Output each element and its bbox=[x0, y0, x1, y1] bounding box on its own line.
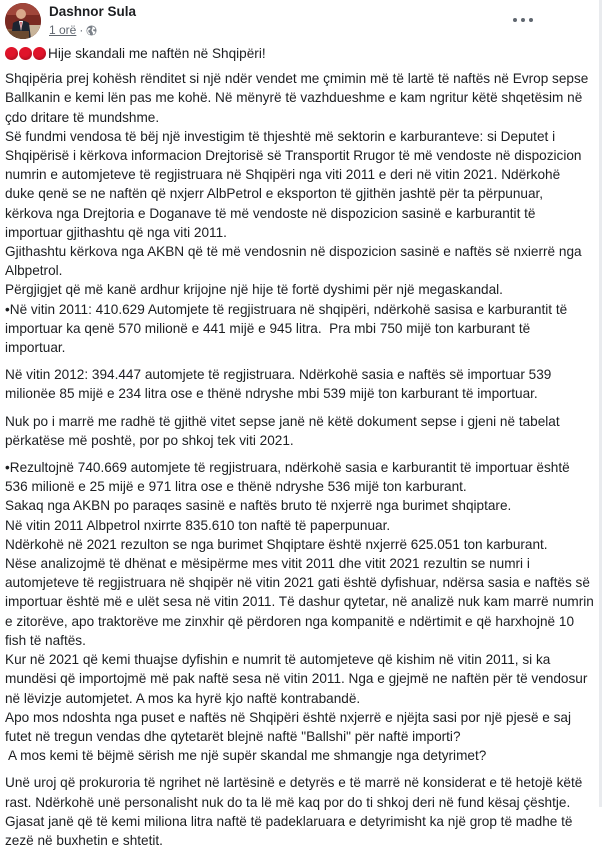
paragraph-line: Në vitin 2011 Albpetrol nxirrte 835.610 ton naftë të paperpunuar. bbox=[5, 517, 391, 533]
paragraph-line: importuar. bbox=[5, 340, 66, 356]
avatar-photo bbox=[5, 3, 41, 39]
paragraph-line: Përgjigjet që më kanë ardhur krijojne një hije të fortë dyshimi për një megaskandal. bbox=[5, 282, 503, 298]
paragraph-line: fish të naftës. bbox=[5, 632, 86, 648]
paragraph-line: Gjithashtu kërkova nga AKBN që të më vendosnin në dispozicion sasinë e naftës së nxierrë nga bbox=[5, 244, 582, 260]
post-paragraph bbox=[5, 365, 597, 403]
more-dot bbox=[513, 18, 517, 22]
post-paragraph bbox=[5, 458, 597, 765]
paragraph-line: Nëse analizojmë të dhënat e mësipërme mes vitit 2011 dhe vitit 2021 rezultin se numri i bbox=[5, 556, 530, 572]
red-circle-icons bbox=[5, 47, 47, 60]
paragraph-line: Nuk po i marrë me radhë të gjithë vitet sepse janë në këtë dokument sepse i gjeni në tabelat bbox=[5, 413, 560, 429]
paragraph-line: duke qenë se ne naftën që nxjerr AlbPetrol e eksporton të gjithën jashtë për ta përpunuar, bbox=[5, 186, 544, 202]
paragraph-line: •Rezultojnë 740.669 automjete të regjistruara, ndërkohë sasia e karburantit të importuar është bbox=[5, 460, 570, 476]
post-body bbox=[5, 44, 597, 858]
more-options-icon[interactable] bbox=[513, 15, 533, 25]
post-paragraph bbox=[5, 69, 597, 357]
paragraph-line: mundësi që importojmë më pak naftë sesa në vitin 2011. Nga e gjejmë ne naftën për të vendosur bbox=[5, 671, 588, 687]
avatar[interactable] bbox=[5, 3, 41, 39]
paragraph-line: zezë në buxhetin e shtetit. bbox=[5, 832, 163, 848]
paragraph-line: Sakaq nga AKBN po paraqes sasinë e naftës bruto të nxjerrë nga burimet shqiptare. bbox=[5, 498, 512, 514]
more-dot bbox=[529, 18, 533, 22]
author-name[interactable]: Dashnor Sula bbox=[49, 4, 137, 19]
paragraph-line: Unë uroj që prokuroria të ngrihet në lartësinë e detyrës e të marrë në konsiderat e të hetojë këtë bbox=[5, 775, 583, 791]
red-circle-icon bbox=[19, 47, 32, 60]
paragraph-line: 536 milionë e 25 mijë e 971 litra ose e thënë ndryshe 536 mijë ton karburant. bbox=[5, 479, 467, 495]
globe-icon[interactable] bbox=[86, 25, 97, 36]
paragraph-line: importuar është më e ulët sesa në vitin 2011. Të dashur qytetar, në analizë nuk kam marrë numrin bbox=[5, 594, 594, 610]
paragraph-line: Gjasat janë që të kemi miliona litra naftë të padeklaruara e detyrimisht ka një grop të madhe të bbox=[5, 813, 573, 829]
post-meta bbox=[49, 23, 97, 37]
more-dot bbox=[521, 18, 525, 22]
paragraph-line: kërkova nga Drejtoria e Doganave të më vendoste në dispozicion sasinë e karburantit të bbox=[5, 205, 536, 221]
post-timestamp[interactable]: 1 orë bbox=[49, 23, 77, 37]
post-title-line bbox=[5, 44, 597, 63]
paragraph-line: Shqipëria prej kohësh rënditet si një ndër vendet me çmimin më të lartë të naftës në Evrop sepse bbox=[5, 71, 589, 87]
red-circle-icon bbox=[33, 47, 46, 60]
post-header bbox=[5, 3, 595, 43]
paragraph-line: Albpetrol. bbox=[5, 263, 63, 279]
paragraph-line: Kur në 2021 që kemi thuajse dyfishin e numrit të automjeteve që kishim në vitin 2011, si ka bbox=[5, 652, 551, 668]
paragraph-line: çdo dritare të mundshme. bbox=[5, 109, 160, 125]
paragraph-line: në lëvizje automjetet. A mos ka hyrë kjo naftë kontrabandë. bbox=[5, 690, 361, 706]
paragraph-line: •Në vitin 2011: 410.629 Automjete të regjistruara në shqipëri, ndërkohë sasisa e karburantit të bbox=[5, 301, 568, 317]
post-paragraphs bbox=[5, 69, 597, 850]
post-paragraph bbox=[5, 773, 597, 850]
paragraph-line: A mos kemi të bëjmë sërish me një supër skandal me shmangje nga detyrimet? bbox=[5, 748, 487, 764]
paragraph-line: Apo mos ndoshta nga puset e naftës në Shqipëri është nxjerrë e njëjta sasi por një pjesë e saj bbox=[5, 709, 572, 725]
paragraph-line: milionëe 85 mijë e 234 litra ose e thënë ndryshe mbi 539 mijë ton karburant të importuar. bbox=[5, 386, 538, 402]
meta-separator: · bbox=[79, 23, 84, 37]
paragraph-line: automjeteve të regjistruara në shqipër në vitin 2021 gati është dyfishuar, ndërsa sasia e naftës së bbox=[5, 575, 590, 591]
paragraph-line: numrin e automjeteve të regjistruara në Shqipëri nga viti 2011 e deri në vitin 2021. Ndërkohë bbox=[5, 167, 561, 183]
paragraph-line: Shqipërisë i kërkova informacion Drejtorisë së Transportit Rrugor të më vendoste në dispozicion bbox=[5, 148, 582, 164]
paragraph-line: e zitorëve, apo traktorëve me zinxhir që përdoren nga kompanitë e ndërtimit e që harxhojnë 10 bbox=[5, 613, 574, 629]
paragraph-line: përkatëse më poshtë, por po shkoj tek viti 2021. bbox=[5, 432, 294, 448]
paragraph-line: Ndërkohë në 2021 rezulton se nga burimet Shqiptare është nxjerrë 625.051 ton karburant. bbox=[5, 536, 548, 552]
paragraph-line: Ballkanin e kemi lën pas me kohë. Në mënyrë të vazhdueshme e kam ngritur këtë shqetësim në bbox=[5, 90, 583, 106]
paragraph-line: futet në tregun vendas dhe qytetarët blejnë naftë "Ballshi" për naftë importi? bbox=[5, 728, 461, 744]
post-title: Hije skandali me naftën në Shqipëri! bbox=[48, 46, 266, 61]
paragraph-line: rast. Ndërkohë unë personalisht nuk do ta lë më kaq por do ti shkoj deri në fund kësaj çështje. bbox=[5, 794, 571, 810]
post-paragraph bbox=[5, 412, 597, 450]
red-circle-icon bbox=[5, 47, 18, 60]
paragraph-line: Së fundmi vendosa të bëj një investigim të thjeshtë më sektorin e karburanteve: si Deputet i bbox=[5, 128, 556, 144]
paragraph-line: importuar gjithashtu që nga viti 2011. bbox=[5, 224, 227, 240]
scrollbar-track[interactable] bbox=[599, 0, 602, 807]
paragraph-line: importuar ka qenë 570 milionë e 441 mijë e 945 litra. Pra mbi 750 mijë ton karburant të bbox=[5, 320, 531, 336]
paragraph-line: Në vitin 2012: 394.447 automjete të regjistruara. Ndërkohë sasia e naftës së importuar 539 bbox=[5, 367, 552, 383]
